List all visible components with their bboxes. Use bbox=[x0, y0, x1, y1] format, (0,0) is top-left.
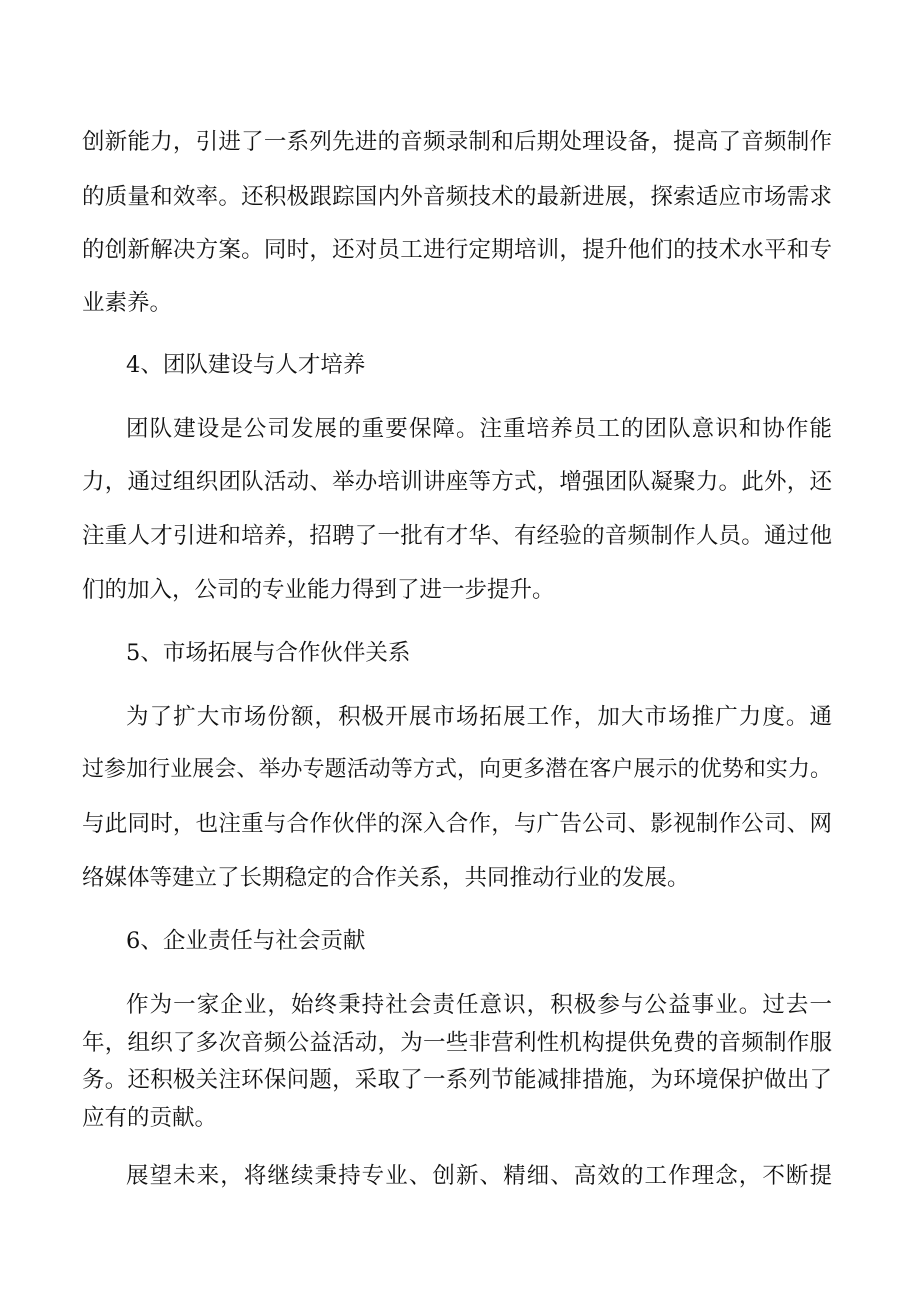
text-line: 力，通过组织团队活动、举办培训讲座等方式，增强团队凝聚力。此外，还 bbox=[82, 469, 832, 495]
text-line: 的质量和效率。还积极跟踪国内外音频技术的最新进展，探索适应市场需求 bbox=[82, 184, 832, 210]
text-line: 过参加行业展会、举办专题活动等方式，向更多潜在客户展示的优势和实力。 bbox=[82, 757, 832, 782]
text-line: 的创新解决方案。同时，还对员工进行定期培训，提升他们的技术水平和专 bbox=[82, 237, 832, 263]
section-heading-5: 5、市场拓展与合作伙伴关系 bbox=[126, 640, 411, 666]
text-line: 业素养。 bbox=[82, 290, 173, 316]
text-line: 创新能力，引进了一系列先进的音频录制和后期处理设备，提高了音频制作 bbox=[82, 129, 832, 155]
text-line: 注重人才引进和培养，招聘了一批有才华、有经验的音频制作人员。通过他 bbox=[82, 523, 832, 549]
text-line: 作为一家企业，始终秉持社会责任意识，积极参与公益事业。过去一 bbox=[126, 992, 832, 1018]
text-line: 展望未来，将继续秉持专业、创新、精细、高效的工作理念，不断提 bbox=[126, 1163, 832, 1189]
text-line: 应有的贡献。 bbox=[82, 1105, 218, 1131]
text-line: 们的加入，公司的专业能力得到了进一步提升。 bbox=[82, 577, 555, 603]
text-line: 团队建设是公司发展的重要保障。注重培养员工的团队意识和协作能 bbox=[126, 416, 832, 442]
text-line: 为了扩大市场份额，积极开展市场拓展工作，加大市场推广力度。通 bbox=[126, 704, 832, 730]
section-heading-4: 4、团队建设与人才培养 bbox=[126, 352, 366, 378]
text-line: 与此同时，也注重与合作伙伴的深入合作，与广告公司、影视制作公司、网 bbox=[82, 811, 832, 837]
text-line: 年，组织了多次音频公益活动，为一些非营利性机构提供免费的音频制作服 bbox=[82, 1030, 832, 1056]
section-heading-6: 6、企业责任与社会贡献 bbox=[126, 928, 366, 954]
text-line: 务。还积极关注环保问题，采取了一系列节能减排措施，为环境保护做出了 bbox=[82, 1067, 832, 1093]
text-line: 络媒体等建立了长期稳定的合作关系，共同推动行业的发展。 bbox=[82, 865, 690, 891]
